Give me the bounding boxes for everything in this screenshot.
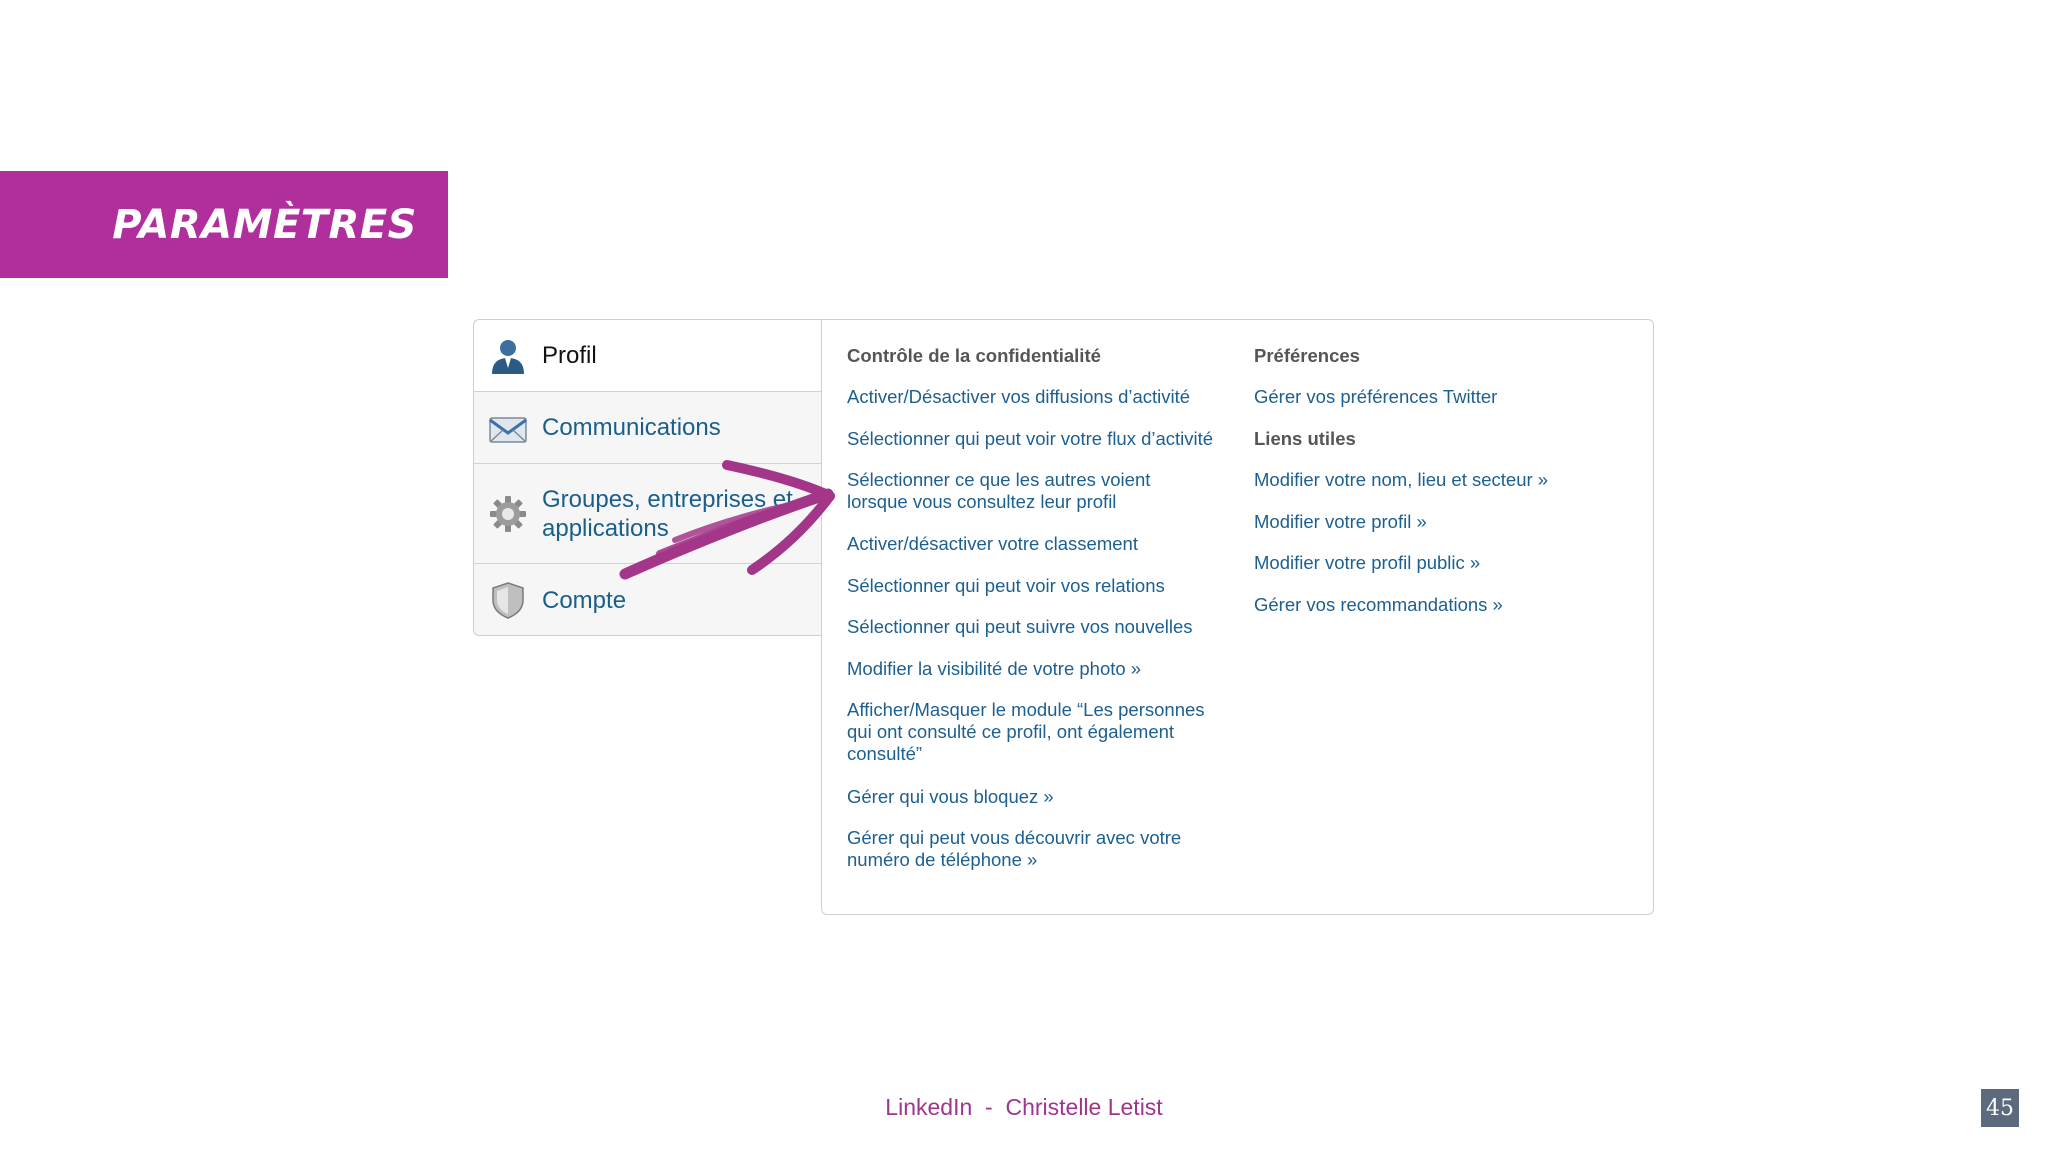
useful-link-public-profile[interactable]: Modifier votre profil public » <box>1254 552 1481 573</box>
privacy-link-viewers-module[interactable]: Afficher/Masquer le module “Les personnes qui ont consulté ce profil, ont également consulté” <box>847 699 1205 764</box>
privacy-link-blocking[interactable]: Gérer qui vous bloquez » <box>847 786 1054 807</box>
privacy-link-ranking[interactable]: Activer/désactiver votre classement <box>847 533 1138 554</box>
sidebar-item-label: Communications <box>542 414 721 441</box>
privacy-link-connections[interactable]: Sélectionner qui peut voir vos relations <box>847 575 1165 596</box>
gear-icon <box>488 494 528 534</box>
sidebar-item-label: Compte <box>542 586 627 614</box>
shield-icon <box>488 580 528 620</box>
title-banner <box>0 171 448 278</box>
privacy-link-toggle-activity-broadcasts[interactable]: Activer/Désactiver vos diffusions d’activité <box>847 386 1191 407</box>
useful-link-recommendations[interactable]: Gérer vos recommandations » <box>1254 594 1503 615</box>
preferences-link-twitter[interactable]: Gérer vos préférences Twitter <box>1254 386 1498 407</box>
sidebar-item-label: Profil <box>542 342 597 369</box>
privacy-link-activity-feed[interactable]: Sélectionner qui peut voir votre flux d’activité <box>847 428 1214 449</box>
sidebar-item-profil[interactable] <box>474 320 822 392</box>
slide-title: PARAMÈTRES <box>112 201 417 248</box>
privacy-link-photo-visibility[interactable]: Modifier la visibilité de votre photo » <box>847 658 1142 679</box>
privacy-link-profile-viewing[interactable]: Sélectionner ce que les autres voient lorsque vous consultez leur profil <box>847 469 1151 512</box>
sidebar-item-label: Groupes, entreprises et applications <box>542 485 793 542</box>
hand-drawn-arrow-icon <box>600 450 850 590</box>
useful-link-edit-profile[interactable]: Modifier votre profil » <box>1254 511 1427 532</box>
envelope-icon <box>488 408 528 448</box>
privacy-heading: Contrôle de la confidentialité <box>847 345 1101 366</box>
slide-footer: LinkedIn - Christelle Letist <box>885 1094 1163 1120</box>
preferences-heading: Préférences <box>1254 345 1360 366</box>
user-icon <box>488 336 528 376</box>
privacy-link-followers[interactable]: Sélectionner qui peut suivre vos nouvelles <box>847 616 1193 637</box>
page-number: 45 <box>1981 1089 2019 1127</box>
useful-links-heading: Liens utiles <box>1254 428 1356 449</box>
useful-link-name-location[interactable]: Modifier votre nom, lieu et secteur » <box>1254 469 1549 490</box>
privacy-link-phone-discovery[interactable]: Gérer qui peut vous découvrir avec votre numéro de téléphone » <box>847 827 1182 870</box>
